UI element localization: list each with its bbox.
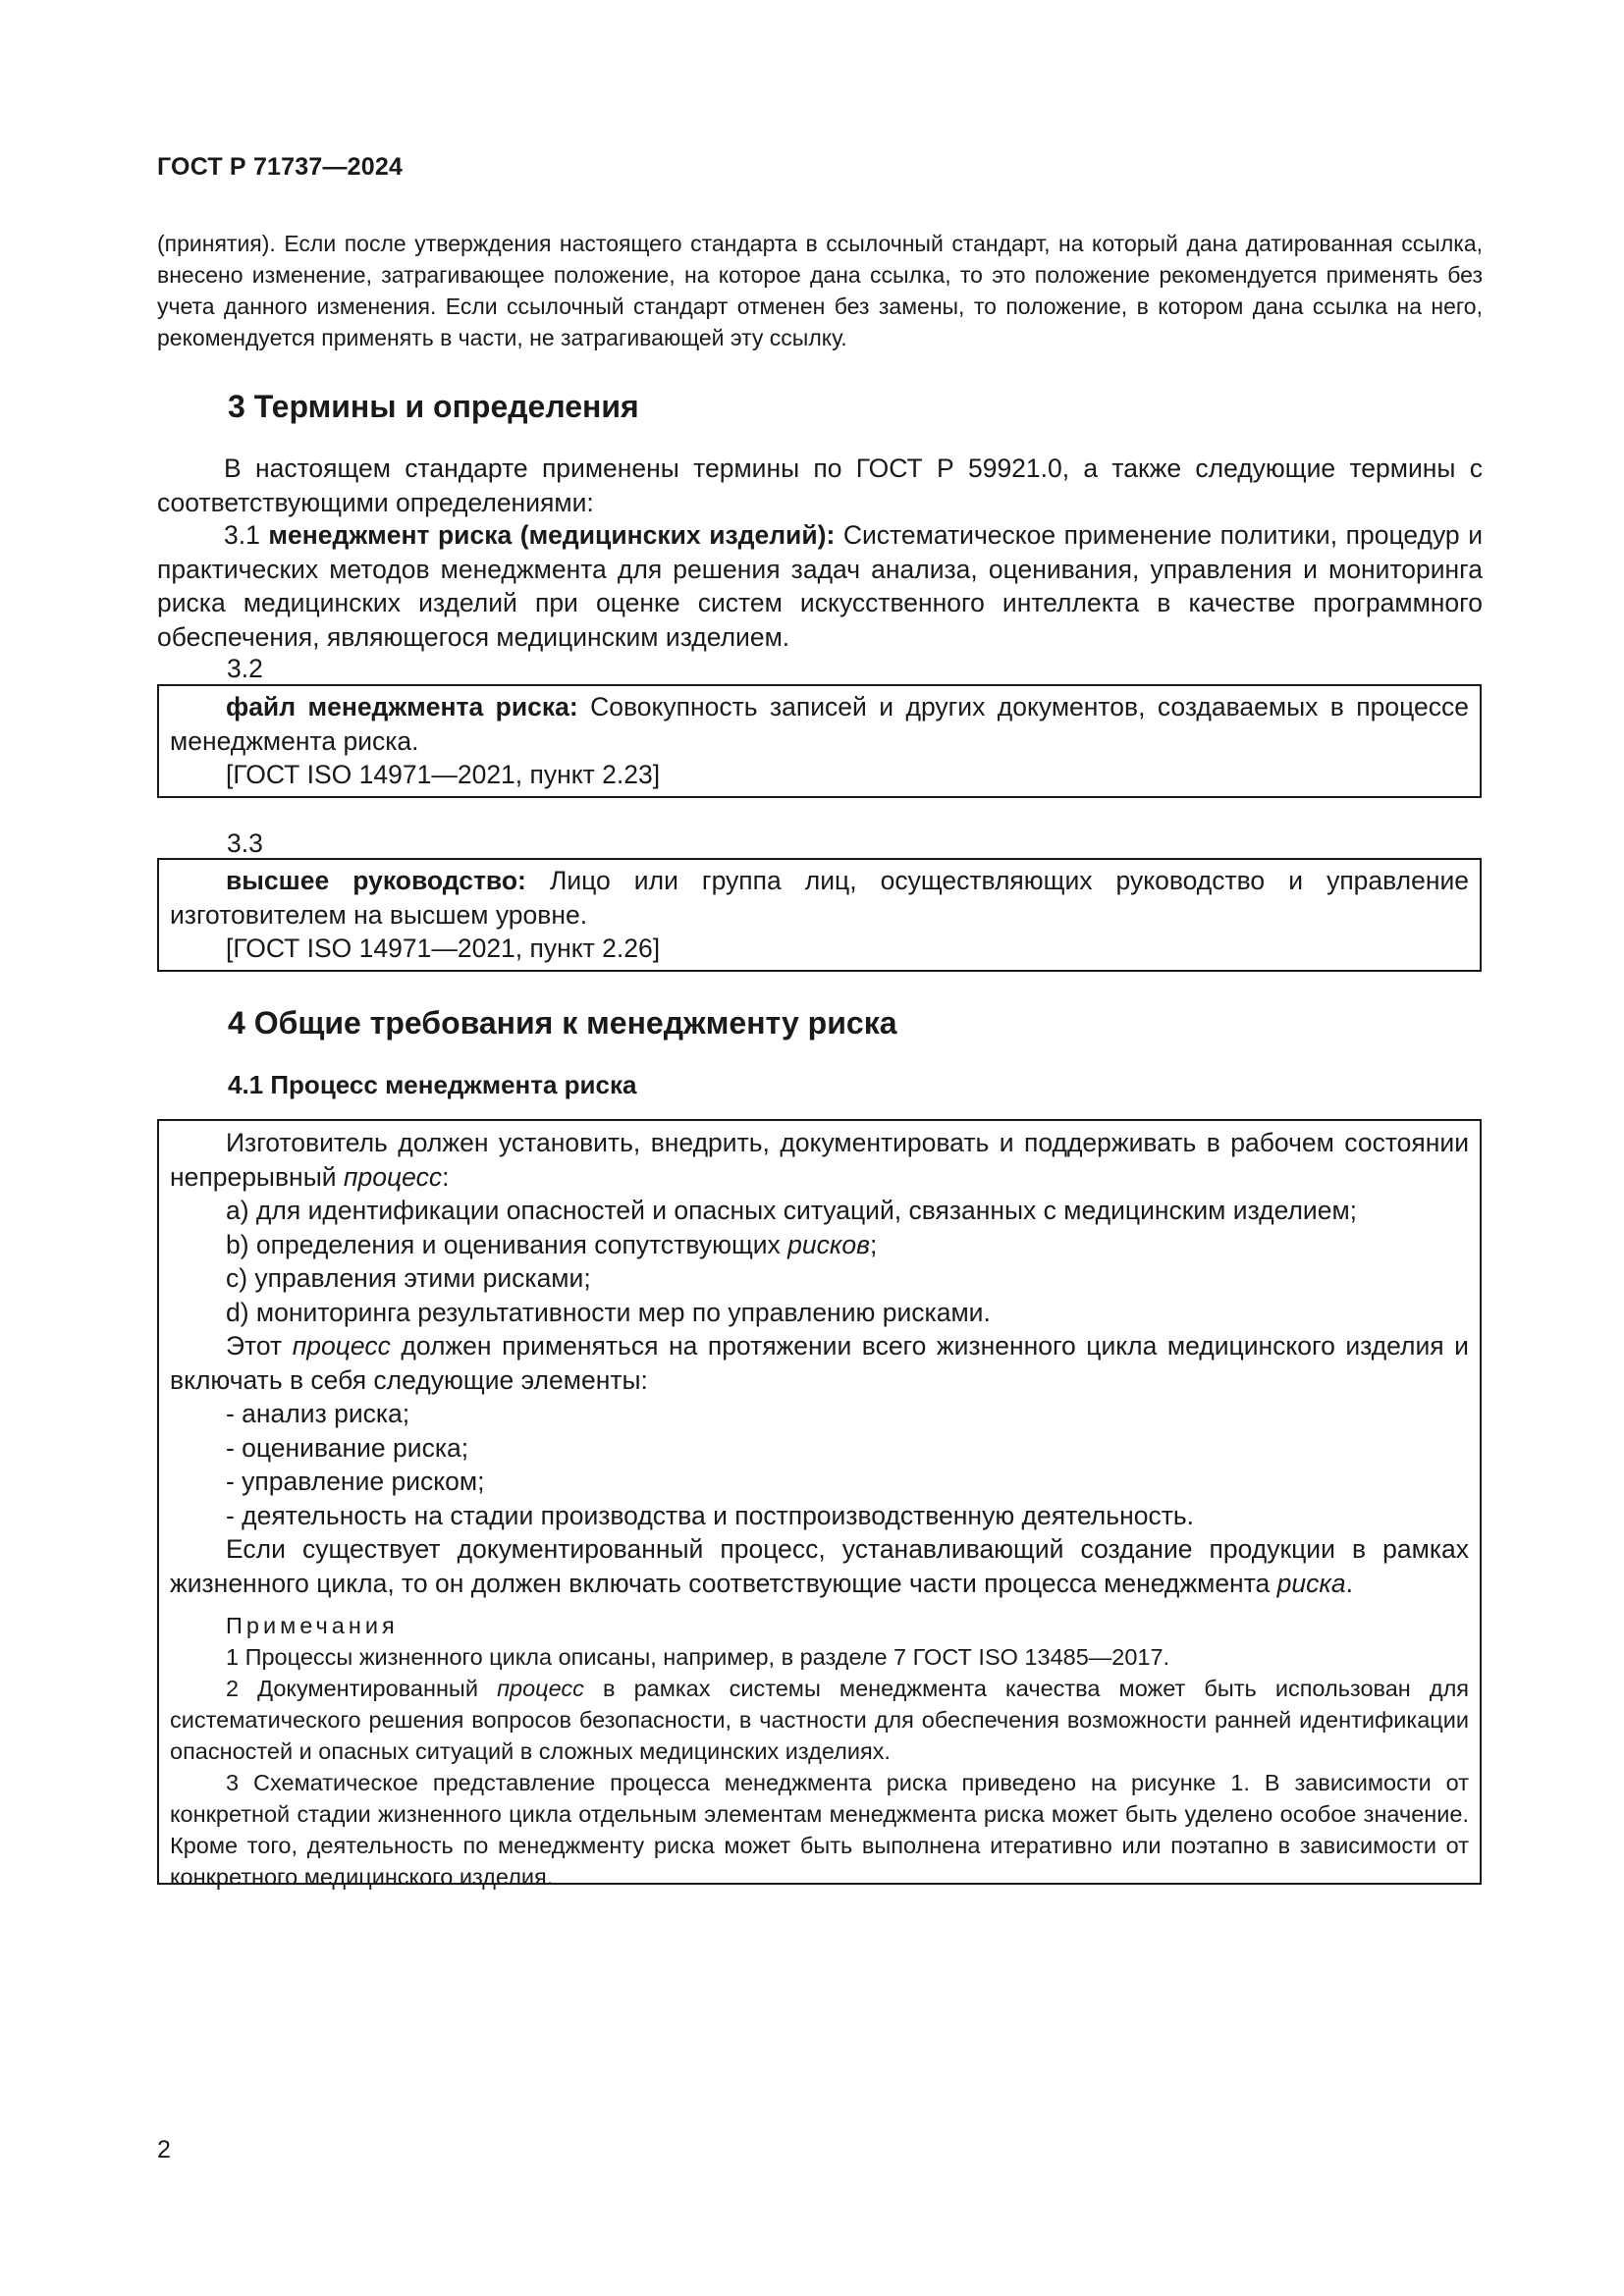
box-paragraph-2 (170, 1329, 1469, 1397)
box-paragraph-3 (170, 1532, 1469, 1600)
definition-3-2-number: 3.2 (227, 654, 263, 683)
box-p1-end: : (442, 1161, 450, 1192)
definition-3-3-number: 3.3 (227, 828, 263, 858)
definition-3-1-number: 3.1 (224, 520, 260, 550)
definition-3-1-paragraph (157, 518, 1483, 654)
dash-item-4: - деятельность на стадии производства и постпроизводственную деятельность. (226, 1500, 1194, 1530)
note-1: 1 Процессы жизненного цикла описаны, например, в разделе 7 ГОСТ ISO 13485—2017. (226, 1644, 1170, 1670)
box-p1-text: Изготовитель должен установить, внедрить, документировать и поддерживать в рабочем состоянии непрерывный (170, 1128, 1469, 1192)
section-3-intro (157, 452, 1483, 519)
notes-title: Примечания (226, 1613, 399, 1638)
box-p3-text: Если существует документированный процесс, устанавливающий создание продукции в рамках жизненного цикла, то он должен включать соответствующие части процесса менеджмента (170, 1534, 1469, 1598)
definition-3-3-box (157, 858, 1482, 972)
note-2-text: в рамках системы менеджмента качества может быть использован для систематического решения вопросов безопасности, в частности для обеспечения возможности ранней идентификации опасностей и опасных ситуаций в сложных медицинских изделиях. (170, 1676, 1470, 1764)
dash-item-3: - управление риском; (226, 1467, 485, 1496)
notes-block (170, 1610, 1469, 1893)
definition-3-3-paragraph (170, 864, 1469, 932)
definition-3-1-term: менеджмент риска (медицинских изделий): (268, 520, 836, 550)
box-p3-end: . (1345, 1568, 1354, 1598)
definition-3-3-text: Лицо или группа лиц, осуществляющих руководство и управление изготовителем на высшем уровне. (170, 866, 1469, 930)
box-p2-start: Этот (226, 1331, 283, 1361)
page-number: 2 (157, 2136, 171, 2163)
note-2 (170, 1673, 1469, 1767)
definition-3-2-term: файл менеджмента риска: (226, 692, 578, 721)
section-3-title: 3 Термины и определения (228, 389, 639, 424)
dash-item-1: - анализ риска; (226, 1399, 410, 1428)
list-item-b (170, 1228, 1469, 1262)
definition-3-2-box (157, 684, 1482, 798)
list-item-b-end: ; (869, 1229, 878, 1259)
section-3-intro-text: В настоящем стандарте применены термины по ГОСТ Р 59921.0, а также следующие термины с соответствующими определениями: (157, 454, 1483, 517)
section-4-title: 4 Общие требования к менеджменту риска (228, 1005, 897, 1041)
box-p3-term: риска (1276, 1568, 1346, 1598)
list-item-b-term: рисков (787, 1229, 870, 1259)
note-2-term: процесс (497, 1676, 584, 1701)
definition-3-2-source: [ГОСТ ISO 14971—2021, пункт 2.23] (226, 760, 661, 789)
list-item-b-text: b) определения и оценивания сопутствующих (226, 1229, 781, 1259)
list-item-d: d) мониторинга результативности мер по управлению рисками. (226, 1297, 991, 1327)
dash-item-2: - оценивание риска; (226, 1432, 469, 1463)
subsection-4-1-title: 4.1 Процесс менеджмента риска (228, 1070, 637, 1099)
definition-3-2-text: Совокупность записей и других документов, создаваемых в процессе менеджмента риска. (170, 692, 1469, 756)
requirements-box (157, 1119, 1482, 1890)
document-code: ГОСТ Р 71737—2024 (157, 153, 404, 181)
definition-3-3-source: [ГОСТ ISO 14971—2021, пункт 2.26] (226, 934, 661, 963)
note-2-start: 2 Документированный (226, 1676, 478, 1701)
list-item-a: a) для идентификации опасностей и опасных ситуаций, связанных с медицинским изделием; (226, 1196, 1358, 1225)
note-3: 3 Схематическое представление процесса менеджмента риска приведено на рисунке 1. В зависимости от конкретной стадии жизненного цикла отдельным элементам менеджмента риска может быть уделено особое значение. Кроме того, деятельность по менеджменту риска может быть выполнена итеративно или поэтапно в зависимости от конкретного медицинского изделия. (170, 1770, 1469, 1890)
definition-3-1-text: Систематическое применение политики, процедур и практических методов менеджмента для решения задач анализа, оценивания, управления и мониторинга риска медицинских изделий при оценке систем искусственного интеллекта в качестве программного обеспечения, являющегося медицинским изделием. (157, 520, 1483, 652)
box-p2-term: процесс (292, 1331, 391, 1361)
definition-3-1 (157, 518, 1483, 654)
box-p2-text: должен применяться на протяжении всего жизненного цикла медицинского изделия и включать в себя следующие элементы: (170, 1331, 1469, 1395)
definition-3-2-paragraph (170, 690, 1469, 758)
definition-3-3-term: высшее руководство: (226, 866, 526, 895)
box-paragraph-1 (170, 1126, 1469, 1194)
intro-paragraph: (принятия). Если после утверждения настоящего стандарта в ссылочный стандарт, на который дана датированная ссылка, внесено изменение, затрагивающее положение, на которое дана ссылка, то это положение рекомендуется применять без учета данного изменения. Если ссылочный стандарт отменен без замены, то положение, в котором дана ссылка на него, рекомендуется применять в части, не затрагивающей эту ссылку. (157, 231, 1483, 350)
list-item-c: c) управления этими рисками; (226, 1263, 591, 1293)
box-p1-term: процесс (343, 1161, 443, 1192)
